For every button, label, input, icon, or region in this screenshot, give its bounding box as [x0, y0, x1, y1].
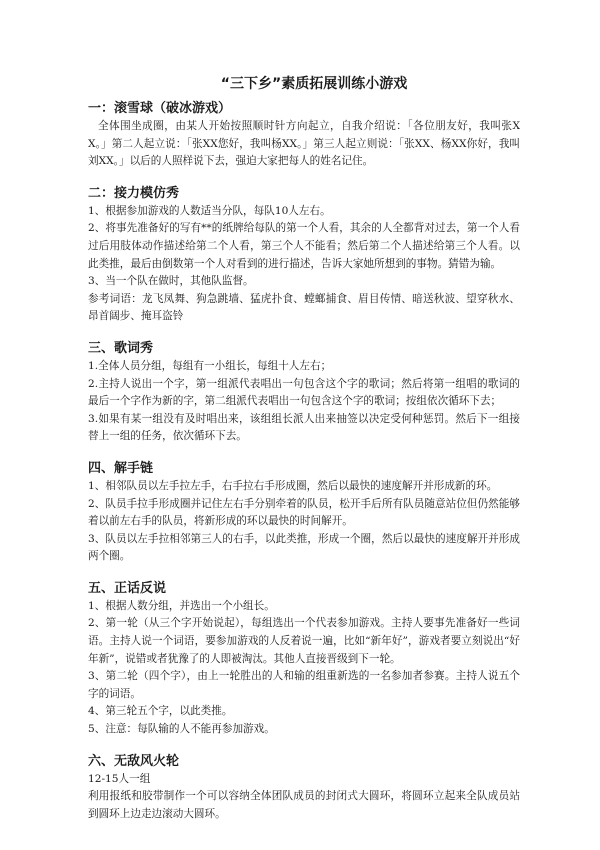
paragraph: 全体围坐成圈，由某人开始按照顺时针方向起立，自我介绍说：「各位朋友好，我叫张XX。」第二人起立说：「张XX您好，我叫杨XX。」第三人起立则说：「张XX、杨XX你好，我叫刘XX。」以后的人照样说下去，强迫大家把每人的姓名记住。	[88, 120, 520, 168]
section-relay-imitation	[88, 185, 520, 326]
paragraph: 2、将事先准备好的写有**的纸牌给每队的第一个人看，其余的人全都背对过去，第一个人看过后用肢体动作描述给第二个人看，第三个人不能看；然后第二个人描述给第三个人看。以此类推，最后由倒数第一个人对看到的进行描述，告诉大家她所想到的事物。猜错为输。	[88, 222, 520, 270]
paragraph: 2.主持人说出一个字，第一组派代表唱出一句包含这个字的歌词；然后将第一组唱的歌词的最后一个字作为新的字，第二组派代表唱出一句包含这个字的歌词；按组依次循环下去；	[88, 377, 520, 408]
section-heading: 六、无敌风火轮	[88, 753, 180, 769]
document-title: “三下乡”素质拓展训练小游戏	[220, 76, 408, 92]
paragraph: 利用报纸和胶带制作一个可以容纳全体团队成员的封闭式大圆环，将圆环立起来全队成员站到圆环上边走边滚动大圆环。	[88, 790, 520, 820]
section-heading: 四、解手链	[88, 460, 154, 476]
section-lyrics-show	[88, 340, 520, 446]
paragraph: 12-15人一组	[88, 772, 151, 785]
section-heading: 二：接力模仿秀	[88, 185, 180, 201]
section-heading: 一：滚雪球（破冰游戏）	[88, 101, 232, 116]
paragraph: 3.如果有某一组没有及时唱出来，该组组长派人出来抽签以决定受何种惩罚。然后下一组接替上一组的任务，依次循环下去。	[88, 412, 520, 443]
paragraph: 4、第三轮五个字，以此类推。	[88, 705, 233, 718]
paragraph: 1、根据参加游戏的人数适当分队，每队10人左右。	[88, 204, 331, 217]
section-say-backwards	[88, 580, 520, 739]
paragraph: 1、相邻队员以左手拉左手，右手拉右手形成圈，然后以最快的速度解开并形成新的环。	[88, 479, 498, 492]
paragraph: 3、第二轮（四个字），由上一轮胜出的人和输的组重新选的一名参加者参赛。主持人说五个字的词语。	[88, 670, 520, 700]
paragraph: 2、第一轮（从三个字开始说起），每组选出一个代表参加游戏。主持人要事先准备好一些词语。主持人说一个词语，要参加游戏的人反着说一遍，比如“新年好”，游戏者要立刻说出“好年新”，说错或者犹豫了的人即被淘汰。其他人直接晋级到下一轮。	[88, 617, 520, 665]
paragraph: 3、队员以左手拉相邻第三人的右手，以此类推，形成一个圈，然后以最快的速度解开并形成两个圈。	[88, 532, 520, 563]
paragraph: 5、注意：每队输的人不能再参加游戏。	[88, 723, 275, 736]
section-heading: 三、歌词秀	[88, 340, 154, 356]
section-fire-wheel	[88, 753, 520, 824]
paragraph: 3、当一个队在做时，其他队监督。	[88, 275, 254, 288]
document-page	[88, 74, 520, 823]
paragraph: 1、根据人数分组，并选出一个小组长。	[88, 599, 275, 612]
section-hand-knot	[88, 460, 520, 566]
paragraph: 2、队员手拉手形成圈并记住左右手分别牵着的队员，松开手后所有队员随意站位但仍然能够着以前左右手的队员，将新形成的环以最快的时间解开。	[88, 497, 520, 528]
paragraph: 1.全体人员分组，每组有一小组长，每组十人左右；	[88, 359, 332, 372]
section-snowball	[88, 100, 520, 171]
paragraph: 参考词语：龙飞凤舞、狗急跳墙、猛虎扑食、螳螂捕食、眉目传情、暗送秋波、望穿秋水、昂首阔步、掩耳盗铃	[88, 292, 520, 323]
section-heading: 五、正话反说	[88, 580, 167, 596]
